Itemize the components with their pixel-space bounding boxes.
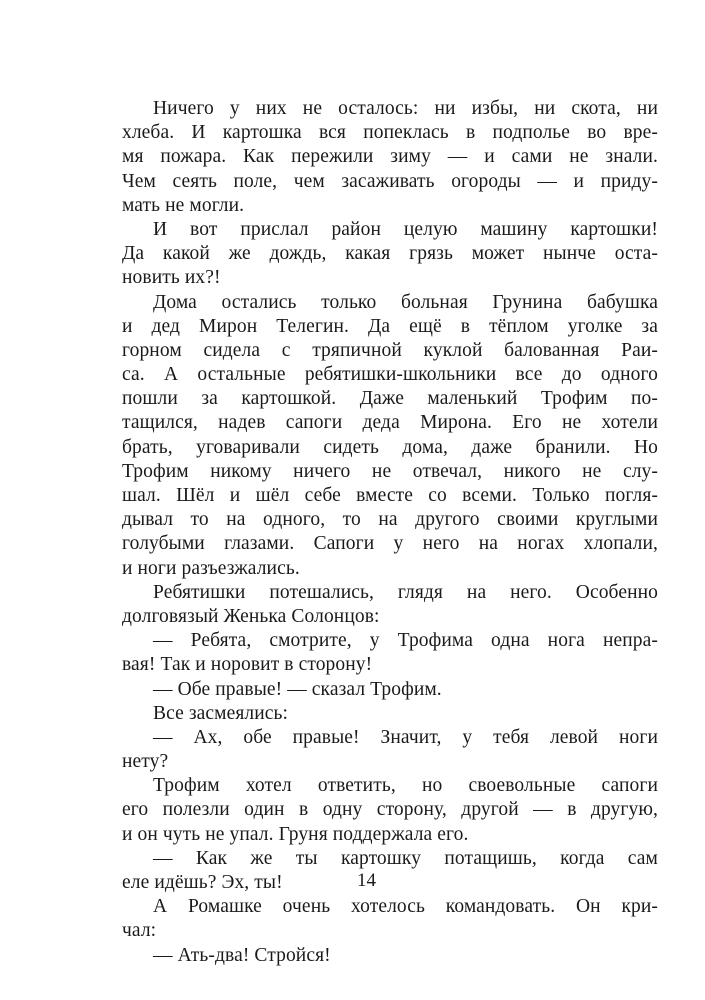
text-line: — Ах, обе правые! Значит, у тебя левой ноги	[153, 726, 658, 748]
text-line: голубыми глазами. Сапоги у него на ногах хлопали,	[122, 533, 658, 555]
text-line: Трофим хотел ответить, но своевольные сапоги	[153, 775, 658, 797]
text-line: новить их?!	[122, 267, 221, 289]
text-line: чал:	[122, 920, 157, 942]
text-line: горном сидела с тряпичной куклой балованная Раи-	[122, 339, 658, 361]
text-line: Чем сеять поле, чем засаживать огороды — и приду-	[122, 170, 658, 192]
text-line: — Обе правые! — сказал Трофим.	[153, 678, 442, 700]
text-line: Трофим никому ничего не отвечал, никого не слу-	[122, 460, 658, 482]
text-line: И вот прислал район целую машину картошки!	[153, 218, 658, 240]
text-line: са. А остальные ребятишки-школьники все до одного	[122, 364, 658, 386]
text-line: тащился, надев сапоги деда Мирона. Его не хотели	[122, 412, 658, 434]
text-line: — Как же ты картошку потащишь, когда сам	[153, 847, 658, 869]
text-line: Дома остались только больная Грунина бабушка	[153, 291, 658, 313]
text-line: вая! Так и норовит в сторону!	[122, 654, 373, 676]
text-line: долговязый Женька Солонцов:	[122, 605, 380, 627]
text-line: Да какой же дождь, какая грязь может нынче оста-	[122, 243, 658, 265]
text-line: и дед Мирон Телегин. Да ещё в тёплом уголке за	[122, 315, 658, 337]
text-line: и он чуть не упал. Груня поддержала его.	[122, 823, 469, 845]
text-line: — Ать-два! Стройся!	[153, 944, 331, 966]
text-line: — Ребята, смотрите, у Трофима одна нога непра-	[153, 630, 658, 652]
text-line: брать, уговаривали сидеть дома, даже бранили. Но	[122, 436, 658, 458]
text-line: и ноги разъезжались.	[122, 557, 300, 579]
text-line: А Ромашке очень хотелось командовать. Он кри-	[153, 896, 658, 918]
text-line: Ребятишки потешались, глядя на него. Особенно	[153, 581, 658, 603]
text-line: шал. Шёл и шёл себе вместе со всеми. Только погля-	[122, 485, 658, 506]
text-line: мать не могли.	[122, 194, 245, 216]
page-number: 14	[357, 870, 376, 891]
text-line: нету?	[122, 751, 169, 773]
text-line: еле идёшь? Эх, ты!	[122, 872, 283, 893]
text-line: дывал то на одного, то на другого своими круглыми	[122, 509, 658, 531]
page-body	[122, 97, 658, 968]
text-line: пошли за картошкой. Даже маленький Трофим по-	[122, 388, 658, 410]
text-line: его полезли один в одну сторону, другой — в другую,	[122, 799, 658, 821]
text-line: мя пожара. Как пережили зиму — и сами не знали.	[122, 146, 658, 168]
text-line: Все засмеялись:	[153, 702, 289, 724]
text-line: хлеба. И картошка вся попеклась в подполье во вре-	[122, 122, 658, 144]
text-line: Ничего у них не осталось: ни избы, ни скота, ни	[153, 98, 658, 119]
